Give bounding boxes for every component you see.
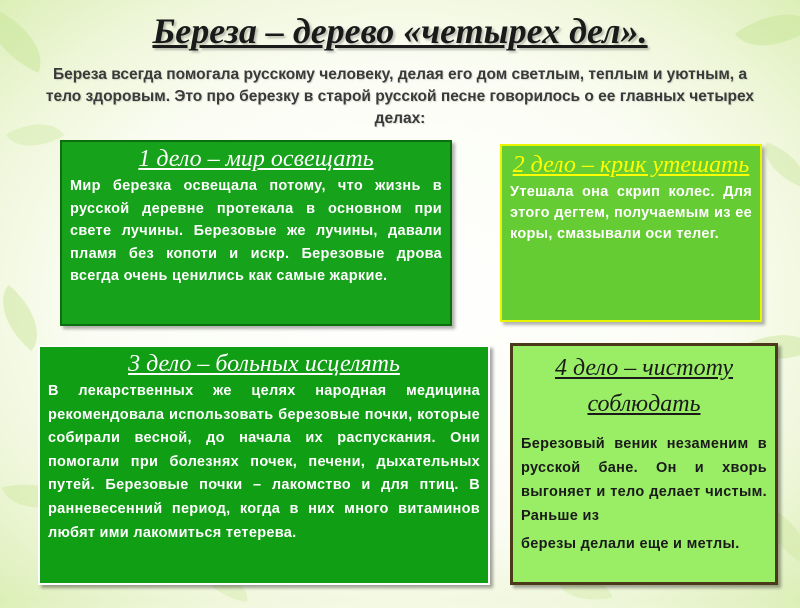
box-deed-4-heading: 4 дело – чистоту соблюдать bbox=[554, 355, 734, 417]
box-deed-4-text: Березовый веник незаменим в русской бане. Он и хворь выгоняет и тело делает чистым. Раньше из bbox=[521, 436, 767, 524]
box-deed-3 bbox=[38, 345, 490, 585]
box-deed-4 bbox=[510, 343, 778, 585]
intro-text: Береза всегда помогала русскому человеку, делая его дом светлым, теплым и уютным, а тело здоровым. Это про березку в старой русской песне говорилось о ее главных четырех делах: bbox=[45, 66, 755, 127]
box-deed-2-text: Утешала она скрип колес. Для этого дегтем, получаемым из ее коры, смазывали оси телег. bbox=[510, 184, 752, 242]
box-deed-3-heading: 3 дело – больных исцелять bbox=[128, 351, 400, 377]
box-deed-2-heading: 2 дело – крик утешать bbox=[512, 152, 750, 178]
leaf-decoration bbox=[0, 285, 55, 351]
slide-title: Береза – дерево «четырех дел». bbox=[152, 11, 648, 51]
box-deed-1-text: Мир березка освещала потому, что жизнь в русской деревне протекала в основном при свете лучины. Березовые же лучины, давали пламя без копоти и искр. Березовые дрова всегда очень ценились как самые жаркие. bbox=[70, 178, 442, 284]
box-deed-2 bbox=[500, 144, 762, 322]
box-deed-1 bbox=[60, 140, 452, 326]
box-deed-3-text: В лекарственных же целях народная медицина рекомендовала использовать березовые почки, которые собирали весной, до начала их распускания. Они помогали при болезнях почек, печени, дыхательных путей. Березовые почки – лакомство и для птиц. В ранневесенний период, когда в них много витаминов любят ими лакомиться тетерева. bbox=[48, 383, 480, 541]
leaf-decoration bbox=[756, 142, 800, 187]
box-deed-4-text-end: березы делали еще и метлы. bbox=[521, 536, 740, 552]
box-deed-1-heading: 1 дело – мир освещать bbox=[138, 146, 374, 172]
